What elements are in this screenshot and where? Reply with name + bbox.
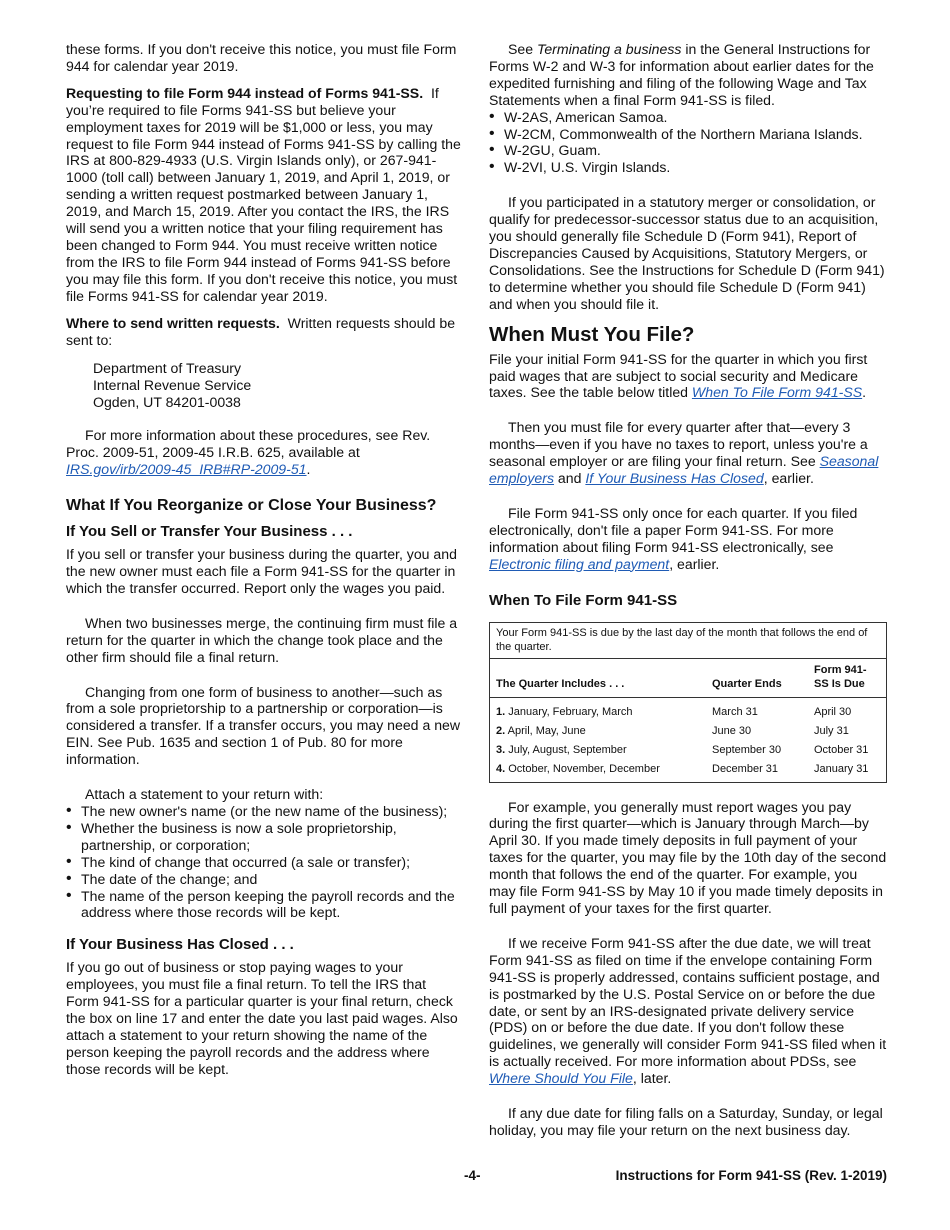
table-row [490, 741, 886, 760]
quarter-cell [490, 722, 706, 741]
page-footer [66, 1168, 887, 1186]
late-filing-text: If we receive Form 941-SS after the due date, we will treat Form 941-SS as filed on time if the envelope containing Form 941-SS is properly addressed, contains sufficient postage, and is postmarked by the U.S. Postal Service on or before the due date, or sent by an IRS-designated private delivery service (PDS) on or before the due date. If you don't follow these guidelines, we generally will consider Form 941-SS filed when it is actually received. For more information about PDSs, see [489, 934, 887, 1070]
every-quarter-paragraph [489, 419, 887, 487]
attach-statement-list [66, 803, 462, 921]
table-row [490, 760, 886, 782]
list-item: • The date of the change; and [66, 871, 462, 888]
table-header-row [490, 659, 886, 698]
where-to-send-body: Written requests should be sent to: [66, 314, 456, 348]
when-to-file-link[interactable]: When To File Form 941-SS [691, 384, 863, 401]
page-number: -4- [464, 1168, 481, 1183]
business-closed-link[interactable]: If Your Business Has Closed [585, 470, 764, 487]
request-form-944-heading: Requesting to file Form 944 instead of Forms 941-SS. [66, 84, 424, 101]
attach-statement-intro: Attach a statement to your return with: [85, 786, 324, 803]
column-header: Form 941-SS Is Due [808, 659, 886, 698]
more-info-text: For more information about these procedures, see Rev. Proc. 2009-51, 2009-45 I.R.B. 625, available at [66, 427, 431, 461]
irs-irb-link[interactable]: IRS.gov/irb/2009-45_IRB#RP-2009-51 [66, 461, 307, 478]
where-should-you-file-link[interactable]: Where Should You File [489, 1070, 633, 1087]
due-date-cell: April 30 [814, 705, 852, 718]
quarter-cell [490, 697, 706, 722]
left-column [66, 41, 462, 1088]
sell-transfer-paragraph: If you sell or transfer your business during the quarter, you and the new owner must each file a Form 941-SS for the quarter in which the transfer occurred. Report only the wages you paid. [66, 546, 457, 596]
when-must-you-file-heading: When Must You File? [489, 322, 695, 346]
every-quarter-mid: and [554, 470, 586, 487]
late-filing-end: , later. [632, 1070, 672, 1087]
column-header: Quarter Ends [706, 659, 808, 698]
table-row [490, 697, 886, 722]
quarter-number: 3. [496, 743, 506, 756]
every-quarter-end: , earlier. [763, 470, 814, 487]
sell-transfer-heading: If You Sell or Transfer Your Business . . . [66, 523, 353, 541]
address-line: Department of Treasury [93, 360, 242, 377]
merge-paragraph: When two businesses merge, the continuing firm must file a return for the quarter in which the change took place and the other firm should file a final return. [66, 614, 458, 665]
quarter-number: 2. [496, 724, 506, 737]
list-item: • W-2CM, Commonwealth of the Northern Mariana Islands. [489, 126, 887, 143]
list-item: • The name of the person keeping the payroll records and the address where those records will be kept. [66, 888, 462, 922]
reorganize-heading: What If You Reorganize or Close Your Business? [66, 497, 437, 515]
table-row [490, 722, 886, 741]
quarter-end-cell: March 31 [712, 705, 758, 718]
quarter-number: 1. [496, 705, 506, 718]
list-item: • The kind of change that occurred (a sale or transfer); [66, 854, 462, 871]
change-business-paragraph: Changing from one form of business to another—such as from a sole proprietorship to a partnership or corporation—is considered a transfer. If a transfer occurs, you may need a new EIN. See Pub. 1635 and section 1 of Pub. 80 for more information. [66, 683, 461, 768]
every-quarter-text: Then you must file for every quarter after that—every 3 months—even if you have no taxes to report, unless you're a seasonal employer or are filing your final return. See [489, 419, 868, 470]
more-info-paragraph [66, 427, 462, 478]
right-column [489, 41, 887, 1149]
request-form-944-body: If you’re required to file Forms 941-SS but believe your employment taxes for 2019 will be $1,000 or less, you may request to file Form 944 instead of Forms 941-SS by calling the IRS at 800-829-4933 (U.S. Virgin Islands only), or 267-941-1000 (toll call) between January 1, 2019, and April 1, 2019, or sending a written request postmarked between January 1, 2019, and March 15, 2019. After you contact the IRS, the IRS will send you a written notice that your filing requirement has been changed to Form 944. You must receive written notice from the IRS to file Form 944 instead of Forms 941-SS before you may file this form. If you don't receive this notice, you must file Forms 941-SS for calendar year 2019. [66, 84, 461, 304]
quarter-end-cell: September 30 [712, 743, 782, 756]
merger-paragraph: If you participated in a statutory merger or consolidation, or qualify for predecessor-successor status due to an acquisition, you should generally file Schedule D (Form 941), Report of Discrepancies Caused by Acquisitions, Statutory Mergers, or Consolidations. See the Instructions for Schedule D (Form 941) to determine whether you should file Schedule D (Form 941) and when you should file it. [489, 194, 885, 312]
list-item: • W-2GU, Guam. [489, 142, 887, 159]
quarter-number: 4. [496, 762, 506, 775]
list-item: • Whether the business is now a sole proprietorship, partnership, or corporation; [66, 820, 462, 854]
continued-paragraph: these forms. If you don't receive this notice, you must file Form 944 for calendar year 2019. [66, 41, 457, 74]
list-item: • The new owner's name (or the new name of the business); [66, 803, 462, 820]
quarter-months: January, February, March [508, 705, 633, 718]
due-date-cell: July 31 [814, 724, 849, 737]
electronic-filing-link[interactable]: Electronic filing and payment [489, 555, 670, 572]
quarter-end-cell: June 30 [712, 724, 752, 737]
list-item: • W-2VI, U.S. Virgin Islands. [489, 159, 887, 176]
irs-address-block [93, 360, 462, 411]
list-item: • W-2AS, American Samoa. [489, 109, 887, 126]
table-caption: Your Form 941-SS is due by the last day of the month that follows the end of the quarter. [490, 623, 886, 659]
holiday-paragraph: If any due date for filing falls on a Saturday, Sunday, or legal holiday, you may file your return on the next business day. [489, 1105, 883, 1138]
wage-statement-list [489, 109, 887, 177]
address-line: Ogden, UT 84201-0038 [93, 394, 241, 411]
terminating-business-ref: Terminating a business [537, 41, 682, 57]
due-date-cell: October 31 [814, 743, 869, 756]
when-to-file-table-heading: When To File Form 941-SS [489, 591, 678, 609]
request-form-944-paragraph [66, 85, 462, 305]
document-title: Instructions for Form 941-SS (Rev. 1-2019) [615, 1168, 887, 1183]
once-per-quarter-paragraph [489, 505, 887, 573]
once-per-quarter-text: File Form 941-SS only once for each quarter. If you filed electronically, don't file a paper Form 941-SS. For more information about filing Form 941-SS electronically, see [489, 504, 858, 555]
quarter-months: April, May, June [507, 724, 586, 737]
terminating-business-paragraph [489, 41, 887, 109]
quarter-months: October, November, December [508, 762, 660, 775]
due-date-table [489, 622, 887, 783]
initial-filing-text: File your initial Form 941-SS for the quarter in which you first paid wages that are subject to social security and Medicare taxes. See the table below titled [489, 350, 868, 401]
column-header: The Quarter Includes . . . [490, 659, 706, 698]
quarter-cell [490, 741, 706, 760]
quarter-cell [490, 760, 706, 782]
initial-filing-end: . [862, 384, 867, 401]
terminating-pre: See [508, 41, 537, 57]
business-closed-paragraph: If you go out of business or stop paying wages to your employees, you must file a final return. To tell the IRS that Form 941-SS for a particular quarter is your final return, check the box on line 17 and enter the date you last paid wages. Also attach a statement to your return showing the name of the person keeping the payroll records and the address where those records will be kept. [66, 959, 458, 1077]
late-filing-paragraph [489, 935, 887, 1087]
terminating-post: in the General Instructions for Forms W-2 and W-3 for information about earlier dates for the expedited furnishing and filing of the following Wage and Tax Statements when a final Form 941-SS is filed. [489, 41, 874, 108]
example-paragraph: For example, you generally must report wages you pay during the first quarter—which is January through March—by April 30. If you made timely deposits in full payment of your taxes for the quarter, you may file by the 10th day of the second month that follows the end of the quarter. For example, you may file Form 941-SS by May 10 if you made timely deposits in full payment of your taxes for the first quarter. [489, 798, 887, 916]
quarter-months: July, August, September [508, 743, 627, 756]
address-line: Internal Revenue Service [93, 377, 252, 394]
once-per-quarter-end: , earlier. [669, 555, 720, 572]
business-closed-heading: If Your Business Has Closed . . . [66, 936, 294, 954]
more-info-end: . [306, 461, 311, 478]
seasonal-employers-link[interactable]: Seasonal employers [489, 453, 879, 487]
where-to-send-heading: Where to send written requests. [66, 314, 280, 331]
due-date-cell: January 31 [814, 762, 869, 775]
where-to-send-paragraph [66, 315, 462, 349]
initial-filing-paragraph [489, 351, 887, 402]
quarter-end-cell: December 31 [712, 762, 779, 775]
